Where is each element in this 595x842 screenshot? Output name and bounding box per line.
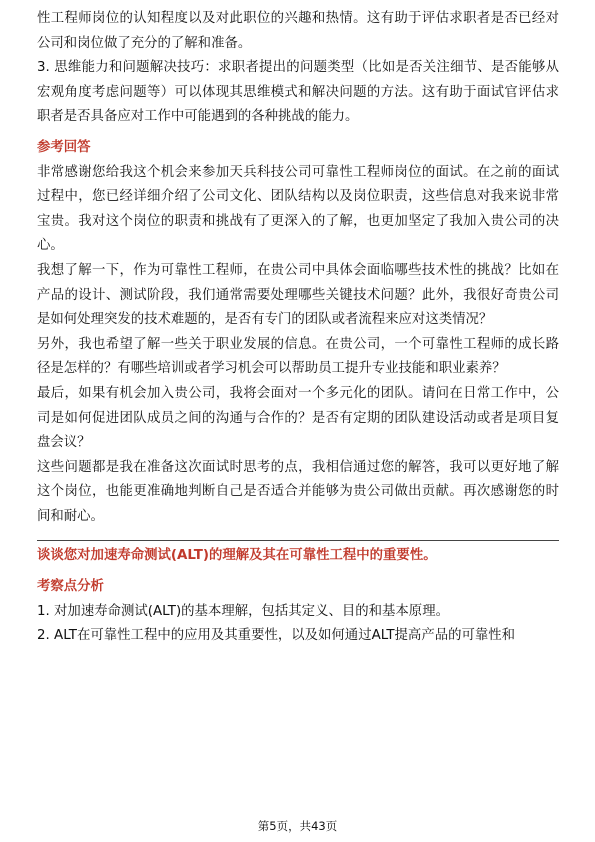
section-divider xyxy=(37,540,559,541)
reference-answer-heading: 参考回答 xyxy=(37,139,91,155)
answer-paragraph-5: 这些问题都是我在准备这次面试时思考的点，我相信通过您的解答，我可以更好地了解这个岗位，也能更准确地判断自己是否适合并能够为贵公司做出贡献。再次感谢您的时间和耐心。 xyxy=(37,459,559,524)
exam-point-3: 3. 思维能力和问题解决技巧：求职者提出的问题类型（比如是否关注细节、是否能够从宏观角度考虑问题等）可以体现其思维模式和解决问题的方法。这有助于面试官评估求职者是否具备应对工作中可能遇到的各种挑战的能力。 xyxy=(37,60,559,125)
document-body xyxy=(37,7,559,649)
answer-paragraph-2: 我想了解一下，作为可靠性工程师，在贵公司中具体会面临哪些技术性的挑战？比如在产品的设计、测试阶段，我们通常需要处理哪些关键技术问题？此外，我很好奇贵公司是如何处理突发的技术难题的，是否有专门的团队或者流程来应对这类情况？ xyxy=(37,262,559,328)
answer-paragraph-4: 最后，如果有机会加入贵公司，我将会面对一个多元化的团队。请问在日常工作中，公司是如何促进团队成员之间的沟通与合作的？是否有定期的团队建设活动或者是项目复盘会议？ xyxy=(37,385,559,451)
answer-paragraph-3: 另外，我也希望了解一些关于职业发展的信息。在贵公司，一个可靠性工程师的成长路径是怎样的？有哪些培训或者学习机会可以帮助员工提升专业技能和职业素养？ xyxy=(37,336,559,377)
question-title: 谈谈您对加速寿命测试(ALT)的理解及其在可靠性工程中的重要性。 xyxy=(37,548,437,564)
page-number: 第5页，共43页 xyxy=(257,819,338,833)
continued-paragraph: 性工程师岗位的认知程度以及对此职位的兴趣和热情。这有助于评估求职者是否已经对公司和岗位做了充分的了解和准备。 xyxy=(37,11,559,51)
answer-paragraph-1: 非常感谢您给我这个机会来参加天兵科技公司可靠性工程师岗位的面试。在之前的面试过程中，您已经详细介绍了公司文化、团队结构以及岗位职责，这些信息对我来说非常宝贵。我对这个岗位的职责和挑战有了更深入的了解，也更加坚定了我加入贵公司的决心。 xyxy=(37,164,559,254)
analysis-point-1: 1. 对加速寿命测试(ALT)的基本理解，包括其定义、目的和基本原理。 xyxy=(37,603,449,619)
analysis-point-2: 2. ALT在可靠性工程中的应用及其重要性，以及如何通过ALT提高产品的可靠性和 xyxy=(37,628,516,644)
analysis-heading: 考察点分析 xyxy=(37,579,104,595)
